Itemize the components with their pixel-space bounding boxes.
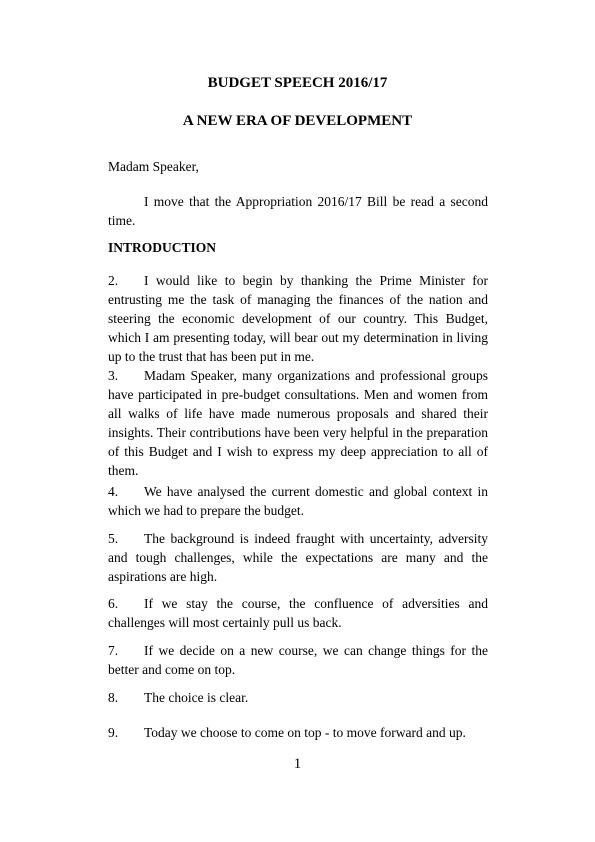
paragraph-text: If we stay the course, the confluence of adversities and challenges will most certainly pull us back. — [108, 596, 488, 630]
paragraph-number: 7. — [108, 643, 119, 658]
paragraph-number: 3. — [108, 368, 119, 383]
paragraph — [108, 723, 488, 742]
paragraph-number: 9. — [108, 725, 119, 740]
paragraph-text: Madam Speaker, many organizations and professional groups have participated in pre-budget consultations. Men and women from all walks of life have made numerous proposals and shared their insights. Their contributions have been very helpful in the preparation of this Budget and I wish to express my deep appreciation to all of them. — [108, 368, 488, 478]
paragraph-text: Today we choose to come on top - to move forward and up. — [144, 725, 466, 740]
section-heading: INTRODUCTION — [108, 240, 217, 255]
opening-text: I move that the Appropriation 2016/17 Bill be read a second time. — [108, 194, 488, 228]
paragraph-number: 2. — [108, 273, 119, 288]
paragraph — [108, 529, 488, 586]
page-number: 1 — [293, 756, 302, 772]
paragraph — [108, 641, 488, 679]
paragraph-text: If we decide on a new course, we can change things for the better and come on top. — [108, 643, 488, 677]
paragraph-number: 5. — [108, 531, 119, 546]
paragraph-text: The choice is clear. — [144, 690, 249, 705]
document-subtitle: A NEW ERA OF DEVELOPMENT — [182, 113, 413, 129]
paragraph — [108, 366, 488, 480]
paragraph — [108, 482, 488, 520]
salutation: Madam Speaker, — [108, 159, 199, 174]
paragraph-number: 6. — [108, 596, 119, 611]
opening-paragraph — [108, 192, 488, 230]
paragraph-number: 8. — [108, 690, 119, 705]
paragraph-text: We have analysed the current domestic and global context in which we had to prepare the budget. — [108, 484, 488, 518]
paragraph — [108, 688, 488, 707]
paragraph — [108, 594, 488, 632]
document-title: BUDGET SPEECH 2016/17 — [207, 75, 388, 91]
paragraph-text: I would like to begin by thanking the Prime Minister for entrusting me the task of managing the finances of the nation and steering the economic development of our country. This Budget, which I am presenting today, will bear out my determination in living up to the trust that has been put in me. — [108, 273, 488, 364]
paragraph-text: The background is indeed fraught with uncertainty, adversity and tough challenges, while the expectations are many and the aspirations are high. — [108, 531, 488, 584]
paragraph-number: 4. — [108, 484, 119, 499]
paragraph — [108, 271, 488, 366]
